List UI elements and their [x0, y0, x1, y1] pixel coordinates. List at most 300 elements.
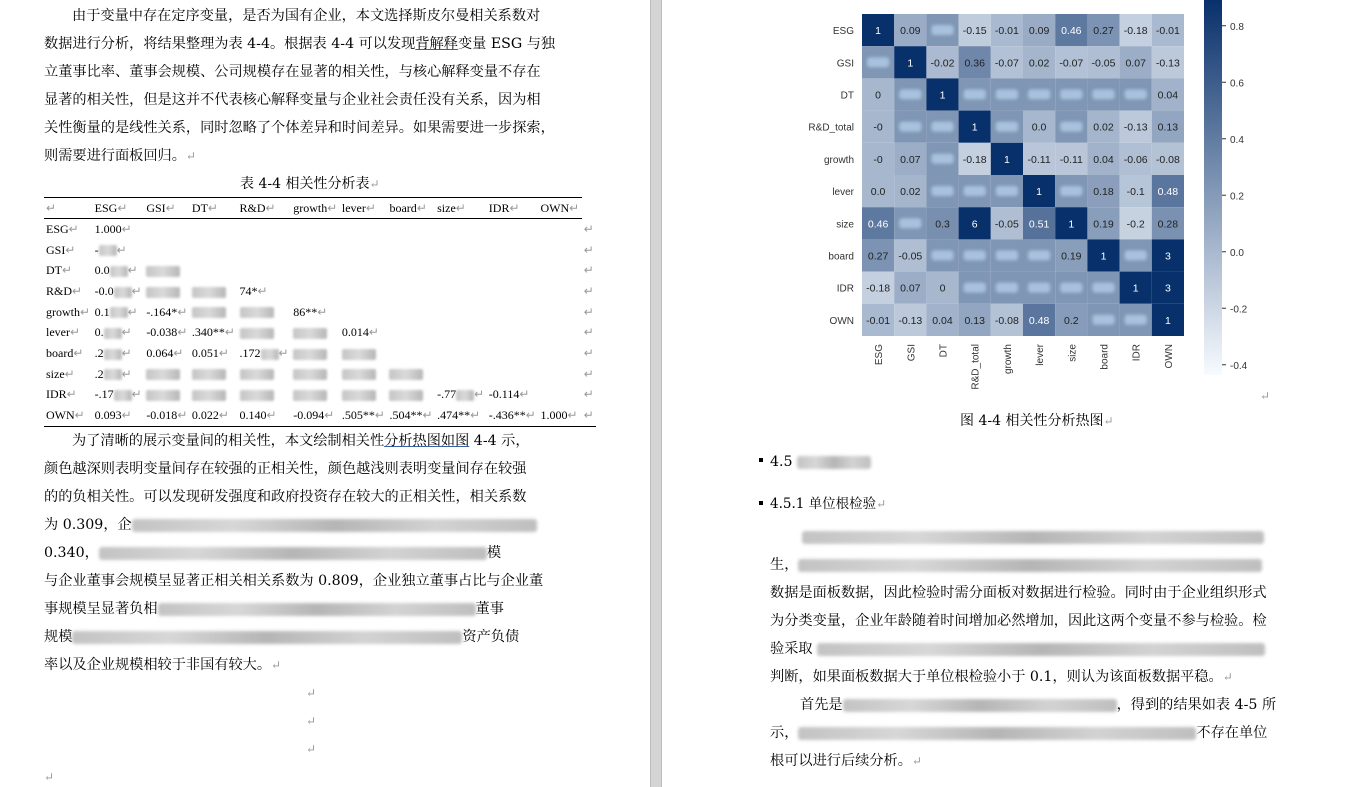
heatmap-y-tick-label: IDR: [836, 283, 854, 295]
table-cell: [387, 364, 435, 385]
heatmap-value-label: -0.11: [1027, 153, 1051, 166]
heatmap-colorbar: [1204, 0, 1222, 375]
table-cell: [538, 302, 581, 323]
table-cell: [291, 260, 340, 281]
table-cell: 0.022↵: [190, 405, 238, 426]
heading-bullet: [759, 458, 763, 462]
paragraph1-line5: 关性衡量的是线性关系，同时忽略了个体差异和时间差异。如果需要进一步探索，: [44, 120, 555, 136]
table-header-cell: ↵: [44, 198, 93, 219]
heatmap-blurred-value: [931, 186, 953, 196]
table-row: [44, 405, 596, 426]
heatmap-x-tick-label: R&D_total: [970, 344, 982, 390]
table-cell: [538, 219, 581, 240]
table-cell: 0. ↵: [94, 325, 132, 340]
table-header-cell: IDR↵: [487, 198, 539, 219]
heatmap-x-tick-label: DT: [938, 344, 950, 358]
colorbar-tick-label: 0.4: [1230, 134, 1244, 146]
heatmap-value-label: -0.18: [1123, 25, 1148, 38]
colorbar-tick-label: 0.0: [1230, 247, 1244, 259]
heatmap-value-label: 0.19: [1061, 250, 1082, 263]
heatmap-value-label: -0: [873, 153, 883, 166]
heatmap-x-tick-label: GSI: [906, 344, 918, 362]
unit-root-paragraph-line5: 验采取: [770, 639, 1265, 659]
heatmap-value-label: -0.2: [1126, 218, 1145, 231]
table-cell: [190, 364, 238, 385]
paragraph2-line2: 颜色越深则表明变量间存在较强的正相关性，颜色越浅则表明变量间存在较强: [44, 461, 527, 477]
paragraph2-line6: 与企业董事会规模呈显著正相关相关系数为 0.809，企业独立董事占比与企业董: [44, 573, 544, 589]
table-header-cell: size↵: [435, 198, 487, 219]
paragraph2-line5: 0.340， 模: [44, 545, 502, 561]
table-cell: [435, 240, 487, 261]
paragraph1-line3: 立董事比率、董事会规模、公司规模存在显著的相关性，与核心解释变量不存在: [44, 64, 541, 80]
colorbar-tick-label: -0.4: [1230, 360, 1248, 372]
paragraph2-line7: 事规模呈显著负相 董事: [44, 601, 504, 617]
heatmap-value-label: -0.02: [930, 57, 955, 70]
table-cell: 86**↵: [293, 304, 328, 319]
right-document-page: [662, 0, 1352, 787]
heatmap-value-label: 1: [1100, 250, 1107, 263]
heatmap-y-tick-label: lever: [832, 187, 854, 199]
table-cell: -.77 ↵: [437, 387, 485, 402]
section-4-5-1-heading: 4.5.1 单位根检验↵: [770, 496, 887, 512]
heatmap-value-label: 0.27: [1093, 25, 1114, 38]
table-cell: [538, 322, 581, 343]
heatmap-value-label: 0.02: [1093, 121, 1114, 134]
table-cell: - ↵: [94, 242, 127, 257]
table-header-cell: ESG↵: [93, 198, 145, 219]
empty-paragraph-mark: ↵: [306, 742, 317, 756]
heatmap-blurred-value: [996, 250, 1018, 260]
heatmap-y-tick-label: DT: [840, 90, 854, 102]
table-cell: [340, 385, 388, 406]
underlined-term: 分析热图如图: [384, 433, 470, 449]
table-row: [44, 364, 596, 385]
table-cell: -.164*↵: [146, 304, 188, 319]
heatmap-blurred-value: [1125, 315, 1147, 325]
table-cell: [238, 240, 292, 261]
table-cell: -.436**↵: [487, 405, 539, 426]
heatmap-value-label: -0.05: [898, 250, 923, 263]
table-row: [44, 281, 596, 302]
heatmap-blurred-value: [996, 283, 1018, 293]
table-cell: [487, 302, 539, 323]
table-cell: [340, 343, 388, 364]
table-cell: [387, 219, 435, 240]
heatmap-value-label: 1: [1036, 186, 1043, 199]
heatmap-blurred-value: [996, 89, 1018, 99]
empty-paragraph-mark: ↵: [306, 686, 317, 700]
table-header-cell: R&D↵: [238, 198, 292, 219]
section-4-5-heading: 4.5: [770, 452, 871, 472]
table-cell: [291, 281, 340, 302]
table-cell: [538, 385, 581, 406]
table-cell: [238, 219, 292, 240]
table-cell: [144, 240, 190, 261]
heatmap-value-label: 1: [939, 89, 946, 102]
row-label: growth↵: [46, 304, 91, 319]
heatmap-x-tick-label: growth: [1002, 344, 1014, 375]
table-cell: -0.038↵: [146, 325, 188, 340]
heatmap-value-label: -0.15: [962, 25, 987, 38]
heatmap-value-label: 0.0: [870, 186, 886, 199]
heatmap-blurred-value: [899, 218, 921, 228]
table-cell: [291, 219, 340, 240]
left-document-page: [0, 0, 650, 787]
table-cell: [340, 260, 388, 281]
colorbar-tick-label: 0.2: [1230, 191, 1244, 203]
table-cell: [238, 322, 292, 343]
heatmap-value-label: 0.07: [900, 282, 921, 295]
table-cell: [487, 281, 539, 302]
table-cell: [387, 343, 435, 364]
heatmap-value-label: -0.13: [1123, 121, 1148, 134]
underlined-term: 背解释: [415, 36, 458, 52]
heatmap-y-tick-label: size: [836, 219, 854, 231]
table-cell: [340, 364, 388, 385]
table-cell: [144, 219, 190, 240]
heatmap-blurred-value: [964, 89, 986, 99]
table-row: [44, 302, 596, 323]
paragraph2-line1: 为了清晰的展示变量间的相关性，本文绘制相关性分析热图如图 4-4 示，: [72, 433, 530, 449]
row-end-mark: ↵: [583, 283, 594, 298]
colorbar-tick-label: 0.6: [1230, 78, 1244, 90]
table-cell: [291, 343, 340, 364]
table-cell: [238, 385, 292, 406]
table-cell: [144, 385, 190, 406]
unit-root-paragraph-line9: 根可以进行后续分析。↵: [770, 753, 922, 769]
heatmap-value-label: -0.11: [1059, 153, 1083, 166]
heatmap-value-label: 1: [971, 121, 978, 134]
heatmap-value-label: 0.28: [1157, 218, 1179, 231]
paragraph1-line1: 由于变量中存在定序变量，是否为国有企业，本文选择斯皮尔曼相关系数对: [72, 8, 541, 24]
row-end-mark: ↵: [582, 405, 596, 426]
table-cell: [435, 281, 487, 302]
heatmap-value-label: 0.51: [1028, 218, 1050, 231]
heatmap-value-label: -0.08: [1155, 153, 1180, 166]
table-row: [44, 322, 596, 343]
heatmap-blurred-value: [931, 250, 953, 260]
heatmap-value-label: 0: [939, 282, 946, 295]
row-label: board↵: [46, 345, 84, 360]
table-row: [44, 219, 596, 240]
heatmap-blurred-value: [931, 25, 953, 35]
table-cell: [291, 364, 340, 385]
row-label: R&D↵: [46, 283, 83, 298]
unit-root-paragraph-line7: 首先是 ，得到的结果如表 4-5 所: [800, 697, 1277, 713]
heatmap-blurred-value: [964, 250, 986, 260]
heatmap-value-label: 3: [1164, 282, 1171, 295]
heatmap-value-label: 0.2: [1063, 314, 1079, 327]
row-label: OWN↵: [44, 405, 93, 426]
table-cell: 0.064↵: [146, 345, 184, 360]
table-header-cell: growth↵: [291, 198, 340, 219]
table-cell: 0.014↵: [341, 325, 379, 340]
heatmap-value-label: 1: [1068, 218, 1075, 231]
heatmap-blurred-value: [1028, 89, 1050, 99]
table-cell: [538, 343, 581, 364]
heatmap-y-tick-label: ESG: [832, 26, 854, 38]
heatmap-value-label: -0.01: [866, 314, 891, 327]
heatmap-blurred-value: [1060, 89, 1082, 99]
table-cell: 0.140↵: [238, 405, 292, 426]
row-end-mark: ↵: [583, 366, 594, 381]
heatmap-value-label: 0.46: [867, 218, 889, 231]
heatmap-blurred-value: [899, 122, 921, 132]
table-cell: [340, 240, 388, 261]
row-label: lever↵: [46, 325, 81, 340]
table-header-cell: GSI↵: [144, 198, 190, 219]
heatmap-blurred-value: [1060, 186, 1082, 196]
table-cell: 0.051↵: [191, 345, 229, 360]
heatmap-value-label: -0.01: [1155, 25, 1180, 38]
unit-root-paragraph-line1: [802, 527, 1264, 547]
table-cell: -0.0 ↵: [94, 283, 142, 298]
table-cell: .2 ↵: [94, 366, 132, 381]
heatmap-value-label: 3: [1164, 250, 1171, 263]
heatmap-value-label: -0.01: [994, 25, 1019, 38]
paragraph1-line2: 数据进行分析，将结果整理为表 4-4。根据表 4-4 可以发现背解释变量 ESG 与独: [44, 36, 556, 52]
heatmap-value-label: 0.48: [1157, 186, 1179, 199]
heatmap-value-label: 0.13: [1157, 121, 1179, 134]
heatmap-x-tick-label: lever: [1035, 344, 1047, 366]
heatmap-value-label: 1: [1003, 153, 1010, 166]
heatmap-blurred-value: [1125, 250, 1147, 260]
table-cell: [291, 322, 340, 343]
table-cell: [387, 322, 435, 343]
row-label: DT↵: [46, 263, 73, 278]
heatmap-value-label: 1: [1132, 282, 1139, 295]
heatmap-y-tick-label: board: [828, 251, 854, 263]
empty-paragraph-mark: ↵: [44, 770, 55, 784]
heatmap-y-tick-label: GSI: [836, 58, 854, 70]
heatmap-value-label: 6: [971, 218, 978, 231]
table-cell: [487, 219, 539, 240]
table-cell: -0.094↵: [291, 405, 340, 426]
table-header-cell: board↵: [387, 198, 435, 219]
table-cell: [538, 364, 581, 385]
heatmap-value-label: -0.07: [994, 57, 1019, 70]
table-cell: [190, 260, 238, 281]
heatmap-value-label: 0.3: [935, 218, 950, 231]
table-cell: [487, 364, 539, 385]
heatmap-x-tick-label: board: [1099, 344, 1111, 370]
table-cell: .340**↵: [191, 325, 235, 340]
table-cell: .172 ↵: [239, 345, 289, 360]
table-caption: 表 4-4 相关性分析表↵: [240, 176, 380, 192]
table-cell: [387, 281, 435, 302]
table-cell: [538, 260, 581, 281]
heatmap-blurred-value: [1028, 250, 1050, 260]
heatmap-value-label: -0.05: [1091, 57, 1116, 70]
heatmap-y-tick-label: R&D_total: [808, 122, 854, 134]
heatmap-blurred-value: [1092, 283, 1114, 293]
table-cell: .504**↵: [387, 405, 435, 426]
heatmap-value-label: 0.48: [1028, 314, 1050, 327]
heatmap-blurred-value: [1125, 89, 1147, 99]
table-cell: [435, 322, 487, 343]
row-label: IDR↵: [46, 387, 77, 402]
correlation-table: [44, 197, 596, 427]
table-cell: [487, 322, 539, 343]
heatmap-value-label: 0.07: [900, 153, 921, 166]
table-cell: 74*↵: [239, 283, 268, 298]
table-cell: [487, 343, 539, 364]
unit-root-paragraph-line2: 生，: [770, 555, 1262, 575]
table-cell: 1.000↵: [94, 221, 132, 236]
table-cell: [190, 281, 238, 302]
paragraph-mark: ↵: [1260, 389, 1271, 403]
heatmap-value-label: -0.05: [994, 218, 1019, 231]
heatmap-blurred-value: [931, 154, 953, 164]
paragraph2-line9: 率以及企业规模相较于非国有较大。↵: [44, 657, 282, 673]
row-end-mark: ↵: [583, 345, 594, 360]
heatmap-blurred-value: [931, 122, 953, 132]
table-cell: [144, 281, 190, 302]
table-cell: [538, 281, 581, 302]
table-cell: .2 ↵: [94, 345, 132, 360]
table-cell: [435, 219, 487, 240]
row-end-mark: ↵: [583, 221, 594, 236]
table-cell: -0.018↵: [144, 405, 190, 426]
colorbar-tick-label: 0.8: [1230, 21, 1244, 33]
heatmap-x-tick-label: ESG: [874, 344, 886, 366]
heatmap-value-label: -0.1: [1126, 186, 1145, 199]
heatmap-value-label: 0.0: [1031, 121, 1047, 134]
table-cell: [190, 240, 238, 261]
heatmap-value-label: 0.04: [932, 314, 953, 327]
heatmap-blurred-value: [1092, 89, 1114, 99]
heatmap-x-tick-label: size: [1067, 344, 1079, 362]
table-cell: [387, 302, 435, 323]
row-end-mark: ↵: [583, 325, 594, 340]
row-label: ESG↵: [46, 221, 79, 236]
table-cell: 0.093↵: [93, 405, 145, 426]
table-header-row: [44, 198, 596, 219]
paragraph2-line3: 的的负相关性。可以发现研发强度和政府投资存在较大的正相关性，相关系数: [44, 489, 527, 505]
table-cell: [435, 343, 487, 364]
table-cell: [144, 364, 190, 385]
table-cell: [435, 260, 487, 281]
table-cell: [291, 385, 340, 406]
row-label: GSI↵: [46, 242, 76, 257]
heatmap-value-label: -0.13: [1155, 57, 1180, 70]
table-cell: 0.0 ↵: [94, 263, 138, 278]
heatmap-x-tick-label: OWN: [1163, 344, 1175, 369]
unit-root-paragraph-line6: 判断，如果面板数据大于单位根检验小于 0.1，则认为该面板数据平稳。↵: [770, 669, 1233, 685]
heatmap-value-label: -0.06: [1123, 153, 1148, 166]
heatmap-value-label: -0.18: [962, 153, 987, 166]
table-header-cell: lever↵: [340, 198, 388, 219]
paragraph2-line8: 规模 资产负债: [44, 629, 520, 645]
heatmap-blurred-value: [964, 283, 986, 293]
heatmap-value-label: 0.07: [1125, 57, 1146, 70]
table-row: [44, 240, 596, 261]
table-cell: [538, 240, 581, 261]
table-cell: 0.1 ↵: [94, 304, 138, 319]
table-cell: [487, 240, 539, 261]
table-header-cell: OWN↵: [538, 198, 581, 219]
paragraph1-line4: 显著的相关性，但是这并不代表核心解释变量与企业社会责任没有关系，因为相: [44, 92, 541, 108]
heatmap-value-label: 0.46: [1061, 25, 1082, 38]
table-cell: .505**↵: [340, 405, 388, 426]
heatmap-value-label: 0.13: [964, 314, 985, 327]
table-cell: [487, 260, 539, 281]
heatmap-y-tick-label: growth: [823, 154, 854, 166]
heading-bullet: [759, 501, 763, 505]
table-row: [44, 260, 596, 281]
heatmap-blurred-value: [899, 89, 921, 99]
heatmap-blurred-value: [1060, 122, 1082, 132]
unit-root-paragraph-line3: 数据是面板数据，因此检验时需分面板对数据进行检验。同时由于企业组织形式: [770, 585, 1267, 601]
table-cell: [291, 240, 340, 261]
heatmap-value-label: 0.19: [1093, 218, 1114, 231]
table-cell: [238, 260, 292, 281]
row-label: size↵: [46, 366, 75, 381]
table-cell: [144, 260, 190, 281]
table-cell: [238, 302, 292, 323]
heatmap-value-label: 1: [1164, 314, 1171, 327]
row-end-mark: ↵: [583, 304, 594, 319]
heatmap-y-tick-label: OWN: [829, 315, 854, 327]
heatmap-value-label: 1: [875, 25, 882, 38]
table-cell: [190, 385, 238, 406]
heatmap-value-label: 0.36: [964, 57, 985, 70]
table-cell: -0.114↵: [488, 387, 530, 402]
heatmap-value-label: 1: [907, 57, 914, 70]
heatmap-value-label: 0.04: [1093, 153, 1114, 166]
table-cell: [190, 302, 238, 323]
row-end-mark: ↵: [583, 242, 594, 257]
paragraph2-line4: 为 0.309，企: [44, 515, 537, 535]
heatmap-value-label: -0.08: [994, 314, 1019, 327]
table-cell: [238, 364, 292, 385]
heatmap-value-label: 0.27: [867, 250, 889, 263]
heatmap-value-label: 0.02: [900, 186, 921, 199]
table-cell: [387, 385, 435, 406]
heatmap-value-label: 0: [875, 89, 882, 102]
heatmap-value-label: -0.18: [866, 282, 891, 295]
heatmap-blurred-value: [964, 186, 986, 196]
table-cell: [387, 240, 435, 261]
heatmap-value-label: 0.09: [1028, 25, 1050, 38]
heatmap-blurred-value: [1060, 283, 1082, 293]
heatmap-blurred-value: [1028, 283, 1050, 293]
table-cell: .474**↵: [435, 405, 487, 426]
table-cell: [340, 302, 388, 323]
heatmap-value-label: 0.04: [1157, 89, 1179, 102]
heatmap-blurred-value: [996, 186, 1018, 196]
table-row: [44, 343, 596, 364]
heatmap-x-tick-label: IDR: [1131, 344, 1143, 362]
figure-caption: 图 4-4 相关性分析热图↵: [960, 413, 1114, 429]
heatmap-value-label: -0.13: [898, 314, 923, 327]
page-gutter: [650, 0, 662, 787]
paragraph1-line6: 则需要进行面板回归。↵: [44, 148, 196, 164]
heatmap-value-label: 0.18: [1093, 186, 1114, 199]
table-cell: [340, 281, 388, 302]
unit-root-paragraph-line4: 为分类变量，企业年龄随着时间增加必然增加，因此这两个变量不参与检验。检: [770, 613, 1267, 629]
table-cell: [435, 302, 487, 323]
table-cell: -.17 ↵: [94, 387, 142, 402]
correlation-heatmap: [802, 0, 1302, 400]
heatmap-value-label: 0.02: [1028, 57, 1050, 70]
colorbar-tick-label: -0.2: [1230, 304, 1248, 316]
table-cell: [190, 219, 238, 240]
empty-paragraph-mark: ↵: [306, 714, 317, 728]
heatmap-blurred-value: [1092, 315, 1114, 325]
table-header-cell: DT↵: [190, 198, 238, 219]
row-end-mark: ↵: [583, 387, 594, 402]
